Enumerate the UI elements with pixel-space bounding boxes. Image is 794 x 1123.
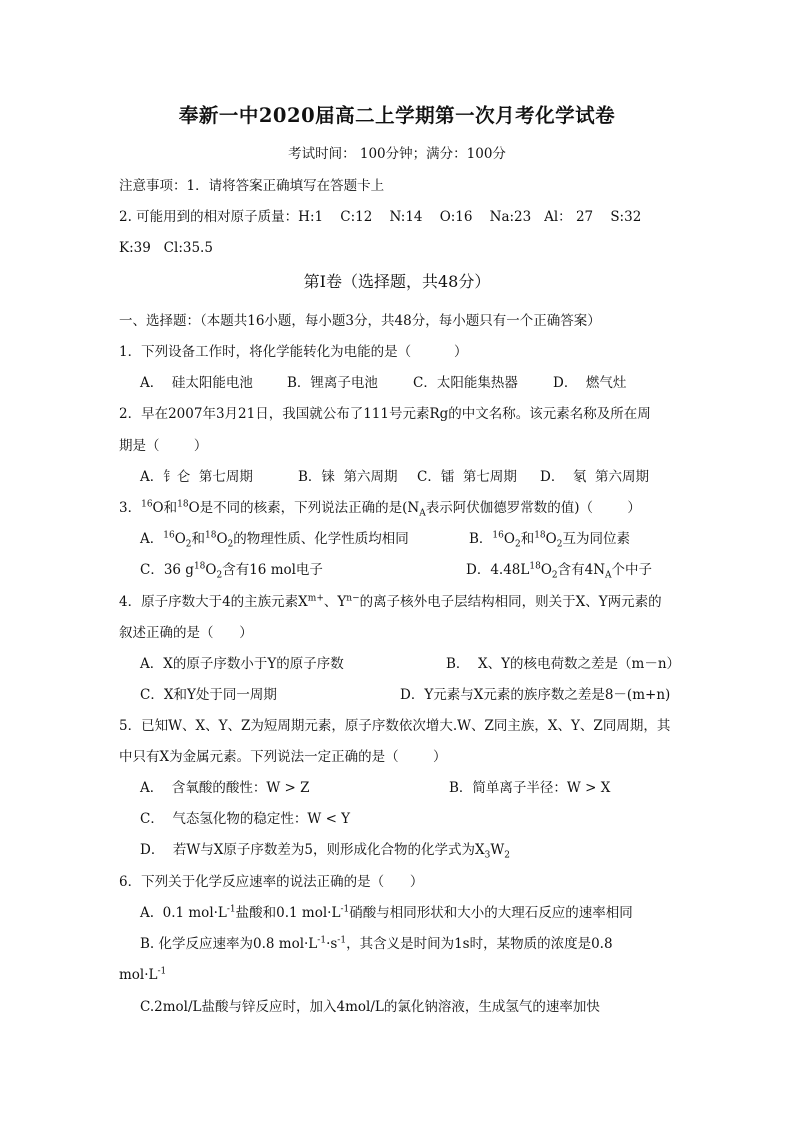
q3-a-label: A． [140, 531, 164, 547]
q3-d-sub2: 2 [551, 570, 558, 581]
question-3-stem [119, 498, 641, 518]
question-6-option-a [140, 903, 633, 923]
q3-a-o-2: O [216, 531, 228, 547]
question-4-option-c: C．X和Y处于同一周期 [140, 687, 277, 703]
question-5-option-d [140, 840, 510, 860]
q3-b-sup16: 16 [492, 530, 504, 541]
q4-stem-mid: 、Y [323, 594, 347, 610]
question-4-stem-line-2: 叙述正确的是（ ） [119, 625, 253, 641]
q6-b-sup-1: -1 [317, 935, 327, 946]
question-1-option-a: A． 硅太阳能电池 [140, 375, 253, 391]
q3-c-text: 含有16 mol电子 [222, 562, 323, 578]
q3-stem-part-3: 表示阿伏伽德罗常数的值)（ ） [425, 500, 641, 516]
q3-c-label: C．36 g [140, 562, 194, 578]
question-1-option-d: D． 燃气灶 [553, 375, 627, 391]
question-5-option-c: C． 气态氢化物的稳定性：W < Y [140, 811, 351, 827]
q6-a-post: 硝酸与相同形状和大小的大理石反应的速率相同 [349, 905, 633, 921]
q6-b-line2-text: mol·L [119, 967, 158, 983]
q6-b-pre: B. 化学反应速率为0.8 mol·L [140, 936, 318, 952]
q3-a-sup16: 16 [163, 530, 175, 541]
q3-a-sub2-2: 2 [227, 539, 234, 550]
question-2-stem-line-2: 期是（ ） [119, 438, 208, 454]
q6-b-mid: ·s [326, 936, 338, 952]
q3-sup-18: 18 [177, 499, 189, 510]
q4-stem-post: 的离子核外电子层结构相同，则关于X、Y两元素的 [359, 594, 662, 610]
q3-d-label: D．4.48L [466, 562, 530, 578]
question-5-option-b: B．简单离子半径：W > X [449, 780, 611, 796]
question-5-stem-line-2: 中只有X为金属元素。下列说法一定正确的是（ ） [119, 749, 447, 765]
q3-a-and: 和 [191, 531, 206, 547]
question-2-stem-line-1: 2．早在2007年3月21日，我国就公布了111号元素Rg的中文名称。该元素名称及所在周 [119, 406, 651, 422]
q3-d-sup18: 18 [529, 561, 541, 572]
q3-c-sup18: 18 [193, 561, 206, 572]
q5-d-sub2: 2 [504, 850, 510, 861]
q3-b-sup18: 18 [534, 530, 546, 541]
question-1-option-c: C．太阳能集热器 [413, 375, 518, 391]
exam-info: 考试时间： 100分钟；满分：100分 [288, 146, 506, 162]
q6-a-pre: A. 0.1 mol·L [140, 905, 227, 921]
q3-a-o: O [174, 531, 186, 547]
q3-sub-a: A [419, 508, 426, 519]
question-6-option-b-line-2 [119, 965, 166, 985]
q5-d-text: D． 若W与X原子序数差为5，则形成化合物的化学式为X [140, 842, 485, 858]
question-2-option-b: B．铼 第六周期 [298, 469, 398, 485]
q3-b-o-2: O [545, 531, 557, 547]
section-title: 第Ⅰ卷（选择题，共48分） [303, 272, 491, 291]
q3-b-o: O [503, 531, 515, 547]
question-1-option-b: B．锂离子电池 [287, 375, 378, 391]
q6-b-post: ，其含义是时间为1s时，某物质的浓度是0.8 [346, 936, 613, 952]
question-3-option-b [469, 529, 630, 549]
q5-d-w: W [490, 842, 505, 858]
q3-b-text: 互为同位素 [562, 531, 630, 547]
q3-d-tail: 个中子 [611, 562, 653, 578]
q6-b-sup-2: -1 [337, 935, 347, 946]
q3-d-o: O [540, 562, 552, 578]
q3-b-label: B． [469, 531, 493, 547]
q6-a-mid: 盐酸和0.1 mol·L [235, 905, 341, 921]
q3-c-o: O [205, 562, 217, 578]
q4-stem-pre: 4．原子序数大于4的主族元素X [119, 594, 308, 610]
question-1-stem: 1．下列设备工作时，将化学能转化为电能的是（ ） [119, 344, 468, 360]
q3-number: 3． [119, 500, 142, 516]
question-2-option-a: A．钅仑 第七周期 [140, 469, 253, 485]
question-4-option-a: A．X的原子序数小于Y的原子序数 [140, 656, 344, 672]
question-2-option-c: C．镭 第七周期 [417, 469, 517, 485]
q3-b-sub2-2: 2 [556, 539, 563, 550]
q6-b-line2-sup: -1 [157, 966, 167, 977]
q4-sup-m: m+ [307, 593, 324, 604]
q6-a-sup-2: -1 [340, 904, 350, 915]
question-4-option-d: D．Y元素与X元素的族序数之差是8－(m+n) [400, 687, 671, 703]
q3-d-sub-a: A [605, 570, 612, 581]
q3-b-and: 和 [520, 531, 535, 547]
q3-b-sub2: 2 [514, 539, 521, 550]
q3-d-text: 含有4N [557, 562, 606, 578]
q5-d-sub3: 3 [484, 850, 491, 861]
notes-line-2: 2. 可能用到的相对原子质量：H:1 C:12 N:14 O:16 Na:23 Al： 27 S:32 [119, 209, 642, 225]
question-3-option-a [140, 529, 409, 549]
q3-a-text: 的物理性质、化学性质均相同 [233, 531, 409, 547]
section-instruction: 一、选择题：（本题共16小题，每小题3分，共48分，每小题只有一个正确答案） [119, 313, 601, 329]
question-6-stem: 6．下列关于化学反应速率的说法正确的是（ ） [119, 874, 424, 890]
question-3-option-c [140, 560, 323, 580]
question-4-option-b: B． X、Y的核电荷数之差是（m－n） [446, 656, 681, 672]
question-6-option-c: C.2mol/L盐酸与锌反应时，加入4mol/L的氯化钠溶液，生成氢气的速率加快 [140, 999, 600, 1015]
question-5-stem-line-1: 5．已知W、X、Y、Z为短周期元素，原子序数依次增大.W、Z同主族，X、Y、Z同周期，其 [119, 718, 671, 734]
q3-stem-part-1: O和 [152, 500, 178, 516]
question-3-option-d [466, 560, 652, 580]
q4-sup-n: n− [346, 593, 360, 604]
notes-line-1: 注意事项：1．请将答案正确填写在答题卡上 [119, 178, 385, 194]
notes-line-3: K:39 Cl:35.5 [119, 240, 213, 256]
q3-stem-part-2: O是不同的核素，下列说法正确的是(N [188, 500, 420, 516]
question-5-option-a: A． 含氧酸的酸性：W > Z [140, 780, 310, 796]
q3-a-sup18: 18 [205, 530, 217, 541]
question-4-stem-line-1 [119, 592, 662, 612]
q6-a-sup-1: -1 [226, 904, 236, 915]
question-2-option-d: D． 氡 第六周期 [540, 469, 649, 485]
q3-sup-16: 16 [141, 499, 153, 510]
exam-title: 奉新一中2020届高二上学期第一次月考化学试卷 [178, 104, 616, 127]
question-6-option-b [140, 934, 613, 954]
q3-a-sub2: 2 [185, 539, 192, 550]
q3-c-sub2: 2 [216, 570, 223, 581]
